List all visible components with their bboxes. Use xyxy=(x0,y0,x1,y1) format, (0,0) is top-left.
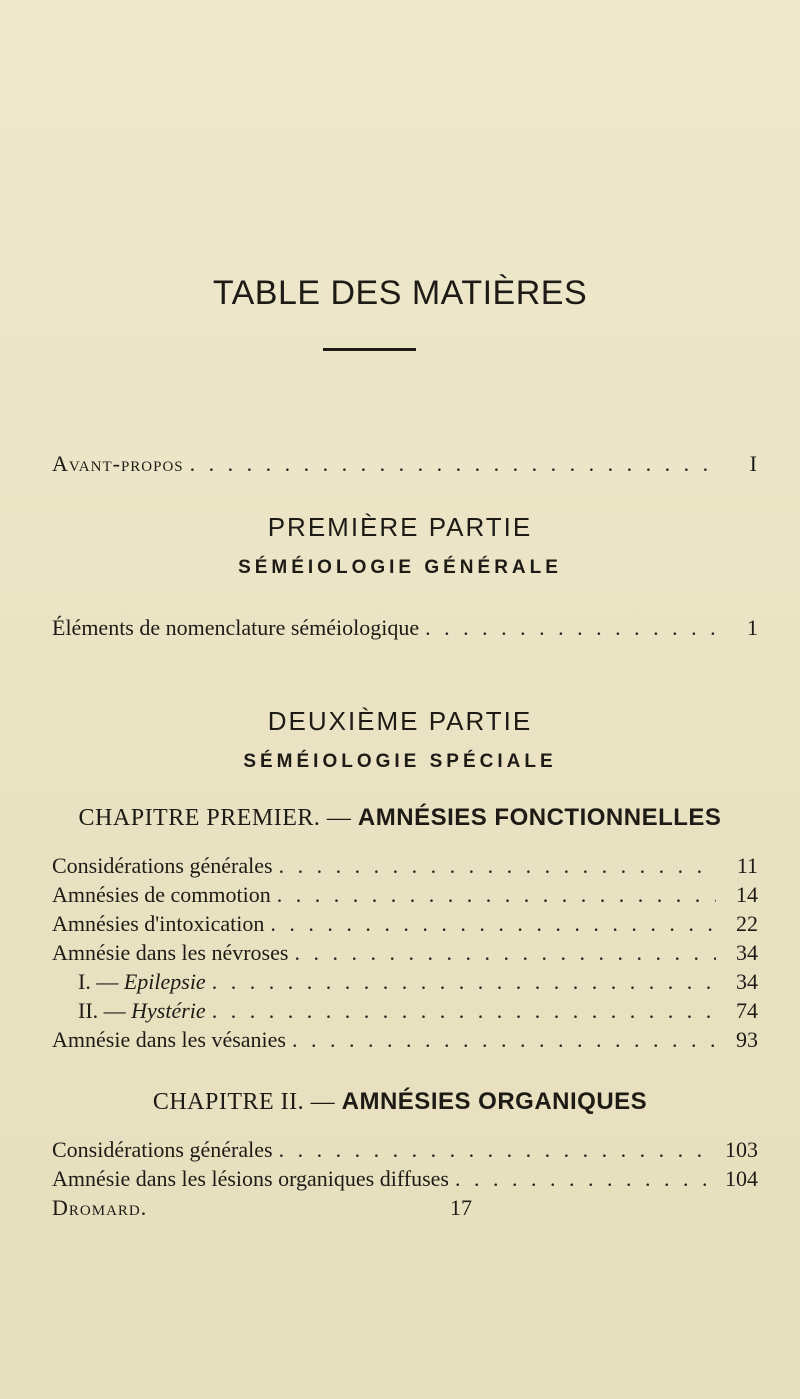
toc-entry-label: Amnésies d'intoxication xyxy=(52,911,265,936)
toc-entry-page: 1 xyxy=(747,615,758,640)
leader-dots xyxy=(212,997,716,1025)
toc-entry-page: 34 xyxy=(736,969,758,994)
leader-dots xyxy=(270,910,716,938)
toc-entry-label: Considérations générales xyxy=(52,1137,273,1162)
page-title: TABLE DES MATIÈRES xyxy=(212,274,588,312)
toc-entry-label: Amnésie dans les vésanies xyxy=(52,1027,286,1052)
toc-entry-title: Epilepsie xyxy=(123,969,206,994)
title-rule xyxy=(323,348,416,351)
toc-entry-label: Amnésies de commotion xyxy=(52,882,271,907)
toc-entry-label: Amnésie dans les névroses xyxy=(52,940,289,965)
part-2-subtitle: SÉMÉIOLOGIE SPÉCIALE xyxy=(243,751,557,772)
signature-line xyxy=(52,1194,472,1222)
toc-subentry[interactable] xyxy=(78,968,758,996)
chapter-2-title: AMNÉSIES ORGANIQUES xyxy=(341,1088,648,1115)
chapter-1-title: AMNÉSIES FONCTIONNELLES xyxy=(357,804,722,831)
chapter-2-heading xyxy=(0,1088,800,1116)
leader-dots xyxy=(277,881,716,909)
toc-entry-page: 34 xyxy=(736,940,758,965)
toc-entry[interactable] xyxy=(52,1136,758,1164)
toc-entry[interactable] xyxy=(52,939,758,967)
toc-entry-page: 14 xyxy=(736,882,758,907)
toc-entry-page: 104 xyxy=(725,1166,758,1191)
author-signature: Dromard. xyxy=(52,1195,148,1220)
toc-entry-page: 11 xyxy=(736,853,758,878)
toc-entry-label xyxy=(78,968,206,996)
gathering-signature: 17 xyxy=(450,1195,472,1220)
toc-entry-number: I. — xyxy=(78,969,119,994)
toc-entry[interactable] xyxy=(52,910,758,938)
toc-entry-label xyxy=(78,997,206,1025)
chapter-1-heading xyxy=(0,804,800,832)
toc-entry-page: I xyxy=(749,451,758,476)
toc-entry-page: 22 xyxy=(736,911,758,936)
toc-entry-label: Amnésie dans les lésions organiques diffuses xyxy=(52,1166,449,1191)
toc-entry[interactable] xyxy=(52,1026,758,1054)
toc-entry-page: 103 xyxy=(725,1137,758,1162)
toc-entry-label: Considérations générales xyxy=(52,853,273,878)
toc-entry[interactable] xyxy=(52,614,758,642)
leader-dots xyxy=(190,450,716,478)
toc-entry-page: 93 xyxy=(736,1027,758,1052)
chapter-2-prefix: CHAPITRE II. — xyxy=(152,1089,336,1115)
toc-entry-title: Hystérie xyxy=(131,998,206,1023)
leader-dots xyxy=(292,1026,716,1054)
toc-entry-number: II. — xyxy=(78,998,126,1023)
toc-entry-avant-propos[interactable] xyxy=(52,450,758,478)
toc-entry[interactable] xyxy=(52,881,758,909)
toc-subentry[interactable] xyxy=(78,997,758,1025)
leader-dots xyxy=(212,968,716,996)
part-1-subtitle: SÉMÉIOLOGIE GÉNÉRALE xyxy=(238,557,562,578)
leader-dots xyxy=(425,614,716,642)
toc-entry-page: 74 xyxy=(736,998,758,1023)
leader-dots xyxy=(279,1136,716,1164)
leader-dots xyxy=(455,1165,716,1193)
part-2-title: DEUXIÈME PARTIE xyxy=(267,706,533,736)
toc-entry-label: Avant-propos xyxy=(52,451,184,476)
part-1-title: PREMIÈRE PARTIE xyxy=(267,512,533,542)
toc-entry-label: Éléments de nomenclature séméiologique xyxy=(52,615,420,640)
toc-entry[interactable] xyxy=(52,1165,758,1193)
chapter-1-prefix: CHAPITRE PREMIER. — xyxy=(78,805,352,831)
leader-dots xyxy=(279,852,716,880)
leader-dots xyxy=(294,939,716,967)
toc-entry[interactable] xyxy=(52,852,758,880)
